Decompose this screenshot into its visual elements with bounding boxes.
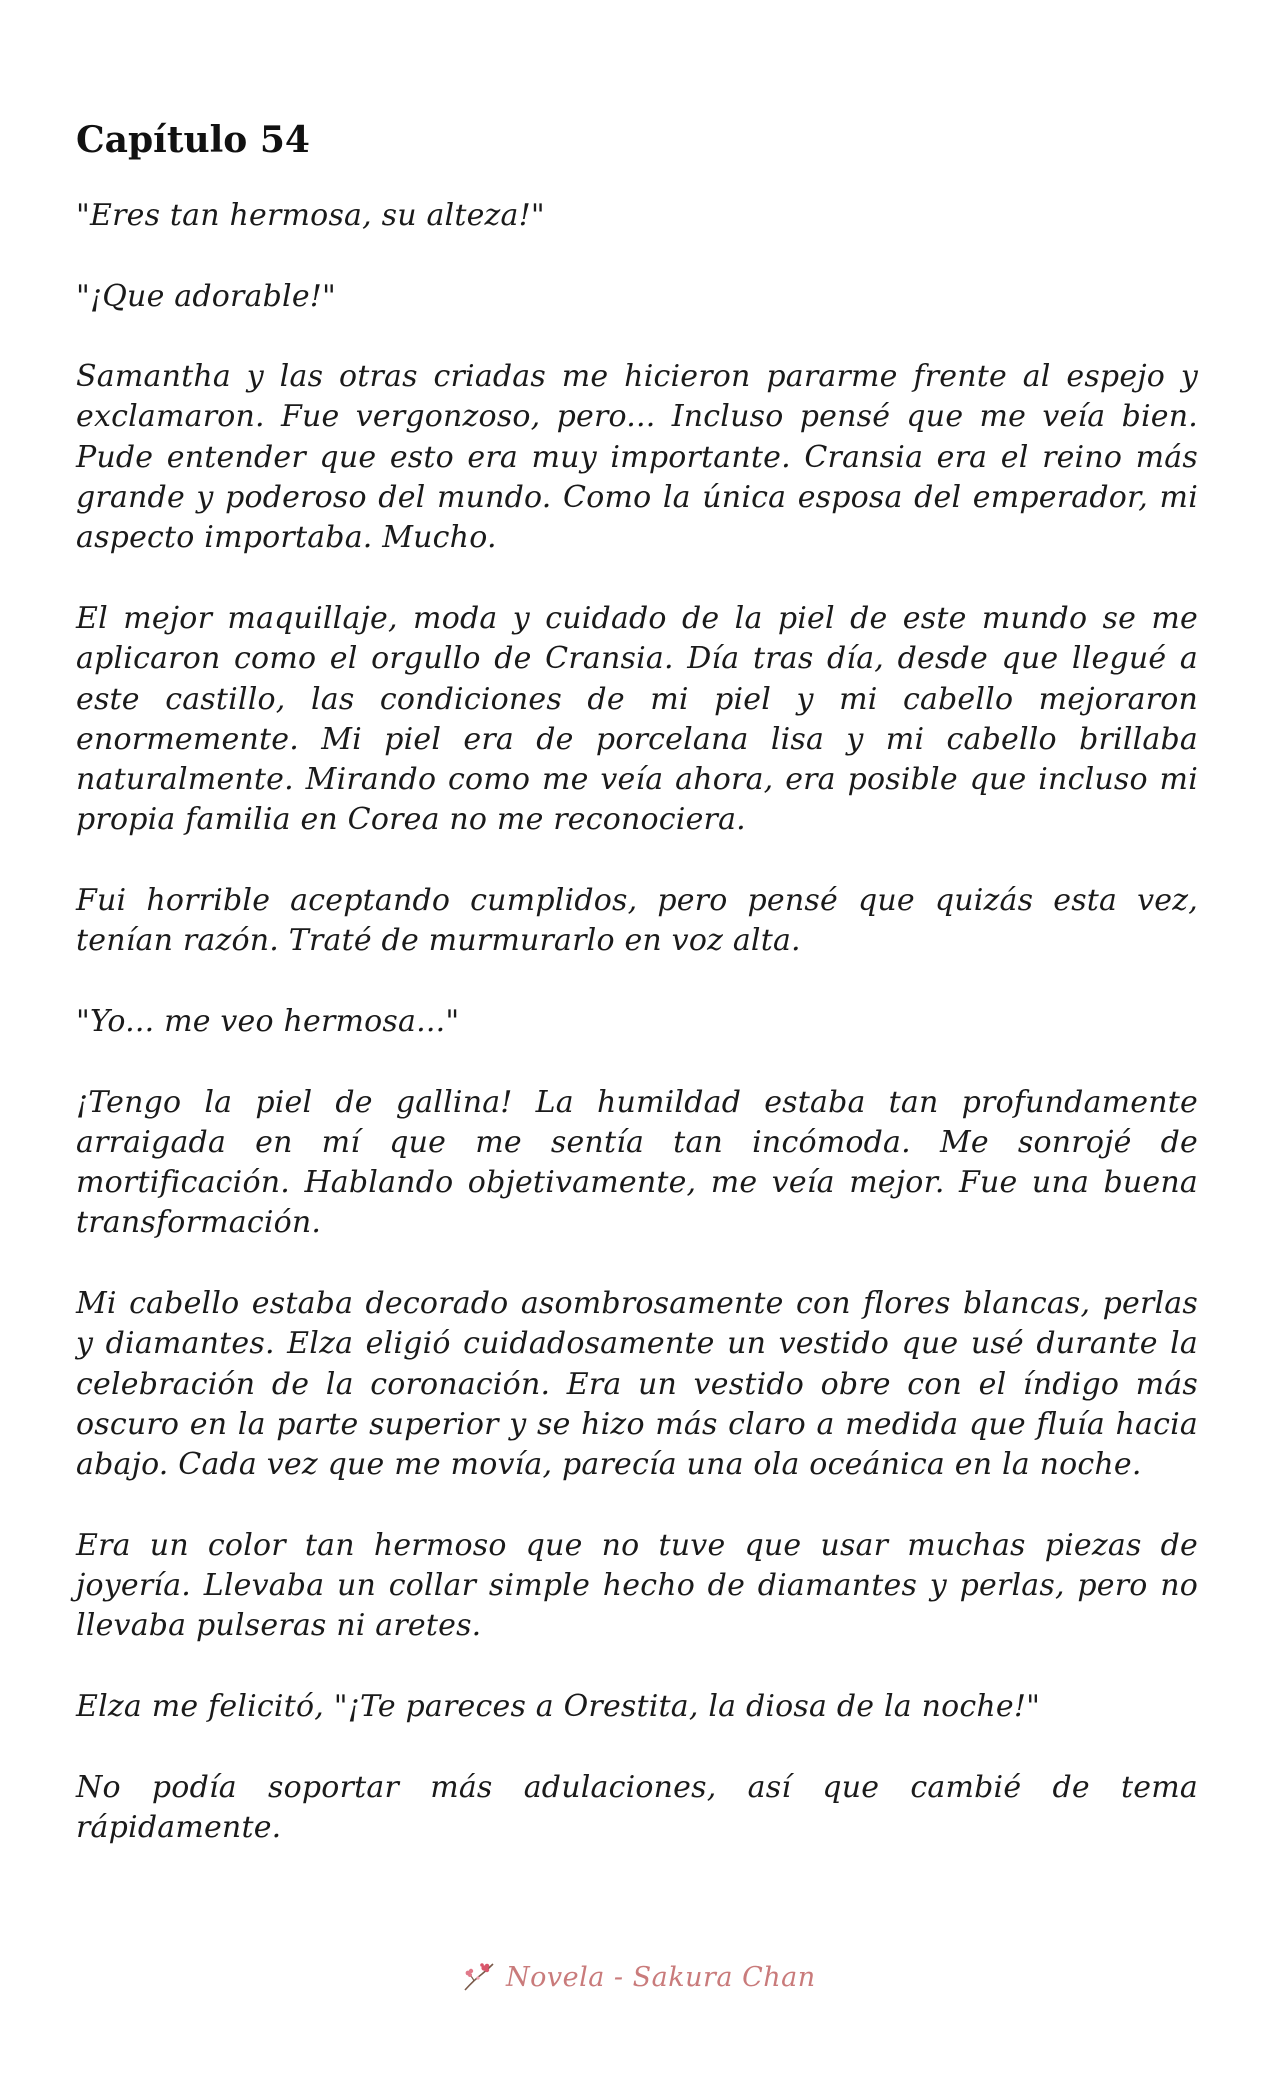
paragraph: "¡Que adorable!" xyxy=(76,278,337,314)
paragraph: "Yo... me veo hermosa..." xyxy=(76,1003,460,1039)
paragraph: ¡Tengo la piel de gallina! La humildad estaba tan profundamente arraigada en mí que me sentía tan incómoda. Me sonrojé de mortificación. Hablando objetivamente, me veía mejor. Fue una buena transformación. xyxy=(76,1084,1198,1241)
paragraph: Elza me felicitó, "¡Te pareces a Orestita, la diosa de la noche!" xyxy=(76,1688,1041,1724)
document-page xyxy=(76,116,1198,1848)
paragraph: Samantha y las otras criadas me hicieron pararme frente al espejo y exclamaron. Fue vergonzoso, pero... Incluso pensé que me veía bien. Pude entender que esto era muy importante. Cransia era el reino más grande y poderoso del mundo. Como la única esposa del emperador, mi aspecto importaba. Mucho. xyxy=(76,359,1198,556)
paragraph: "Eres tan hermosa, su alteza!" xyxy=(76,198,545,233)
paragraph: Mi cabello estaba decorado asombrosamente con flores blancas, perlas y diamantes. Elza eligió cuidadosamente un vestido que usé durante la celebración de la coronación. Era un vestido obre con el índigo más oscuro en la parte superior y se hizo más claro a medida que fluía hacia abajo. Cada vez que me movía, parecía una ola oceánica en la noche. xyxy=(76,1286,1198,1483)
paragraph: No podía soportar más adulaciones, así que cambié de tema rápidamente. xyxy=(76,1769,1198,1845)
watermark-text: Novela - Sakura Chan xyxy=(506,1961,816,1993)
paragraph: Fui horrible aceptando cumplidos, pero pensé que quizás esta vez, tenían razón. Traté de murmurarlo en voz alta. xyxy=(76,883,1198,959)
watermark xyxy=(462,1960,816,1994)
chapter-title: Capítulo 54 xyxy=(76,119,310,161)
paragraph: Era un color tan hermoso que no tuve que usar muchas piezas de joyería. Llevaba un collar simple hecho de diamantes y perlas, pero no llevaba pulseras ni aretes. xyxy=(76,1527,1198,1644)
sakura-branch-icon xyxy=(462,1960,496,1994)
paragraph: El mejor maquillaje, moda y cuidado de la piel de este mundo se me aplicaron como el orgullo de Cransia. Día tras día, desde que llegué a este castillo, las condiciones de mi piel y mi cabello mejoraron enormemente. Mi piel era de porcelana lisa y mi cabello brillaba naturalmente. Mirando como me veía ahora, era posible que incluso mi propia familia en Corea no me reconociera. xyxy=(76,600,1198,838)
